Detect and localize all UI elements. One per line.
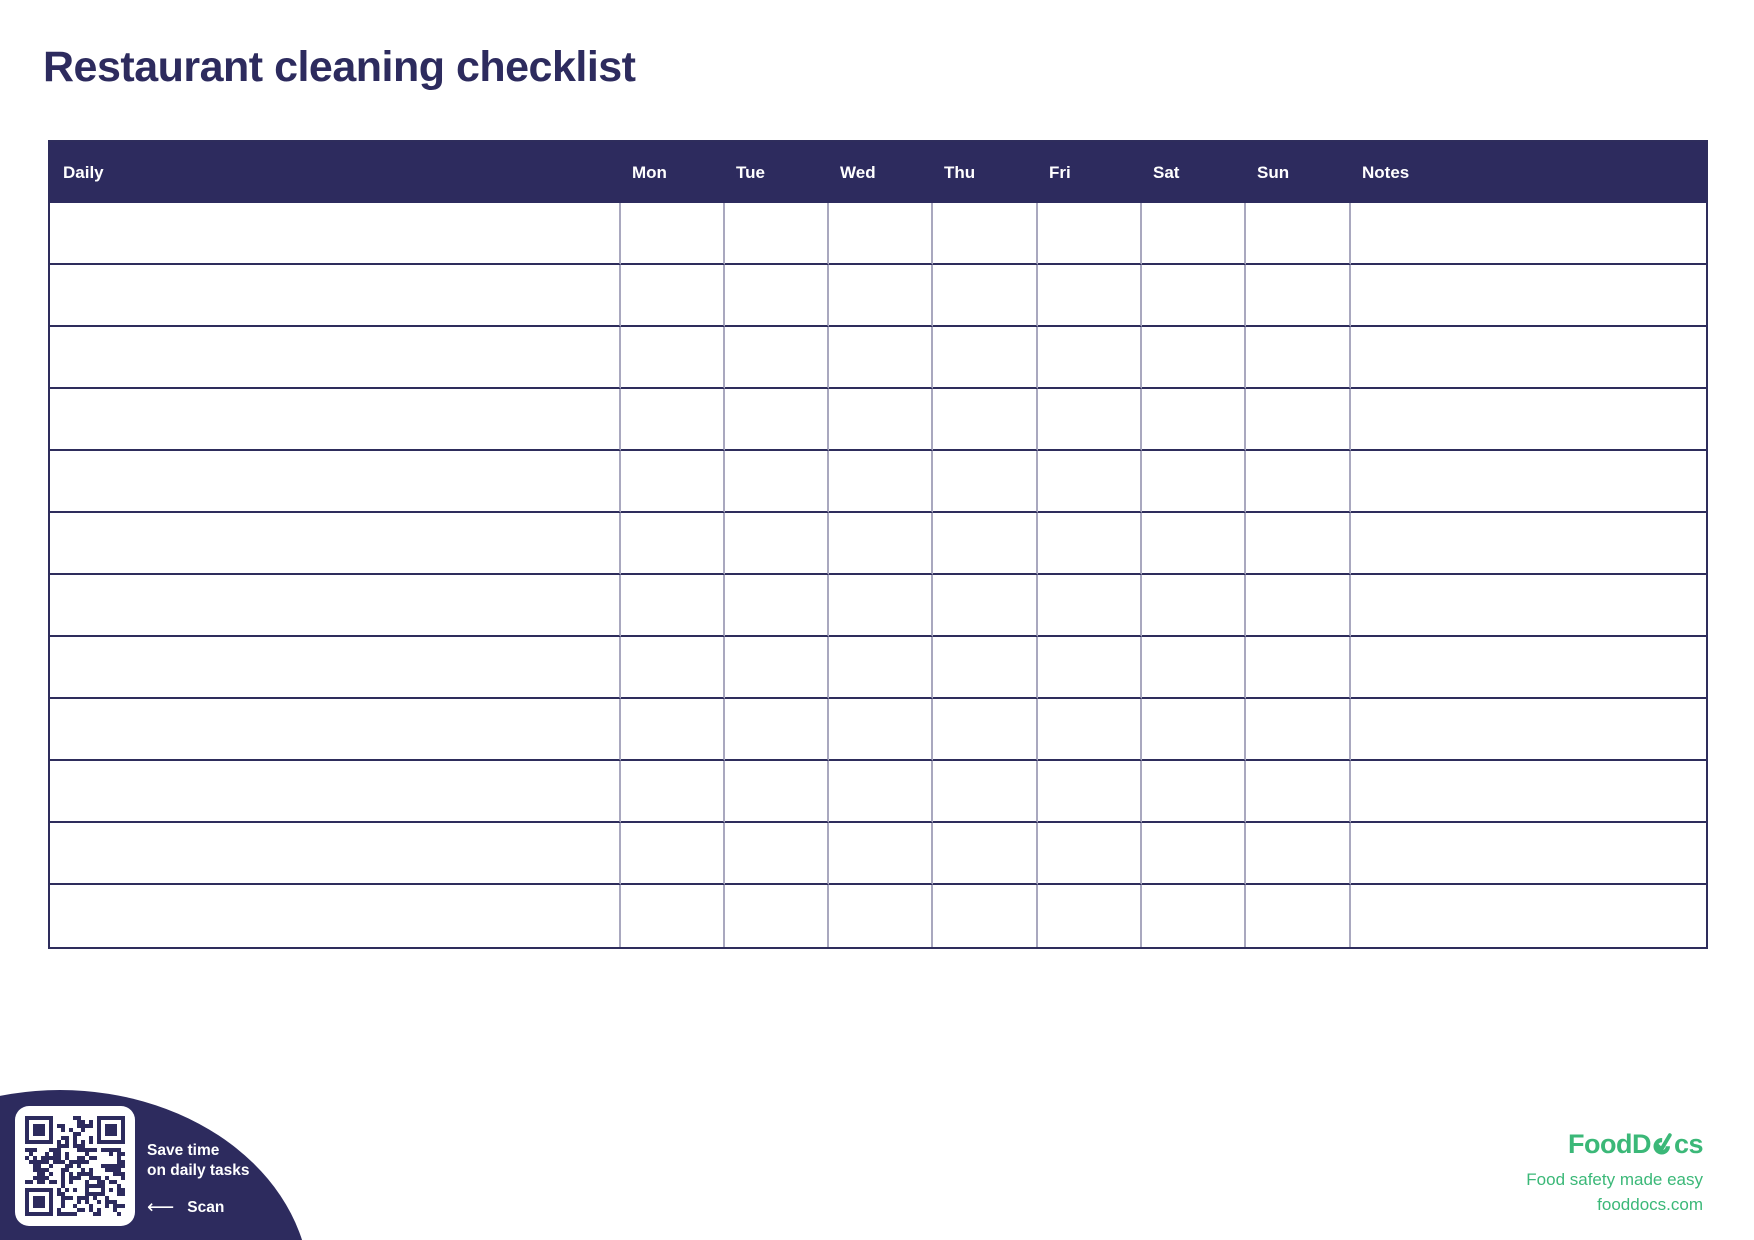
page-title: Restaurant cleaning checklist — [43, 43, 636, 91]
notes-cell[interactable] — [1351, 823, 1706, 885]
check-cell-thu[interactable] — [933, 699, 1038, 761]
brand-tagline: Food safety made easy — [1526, 1170, 1703, 1189]
table-row — [50, 575, 1706, 637]
column-header-fri: Fri — [1038, 142, 1142, 203]
task-cell[interactable] — [50, 513, 621, 575]
task-cell[interactable] — [50, 451, 621, 513]
table-row — [50, 699, 1706, 761]
notes-cell[interactable] — [1351, 451, 1706, 513]
check-cell-sun[interactable] — [1246, 451, 1351, 513]
table-row — [50, 513, 1706, 575]
table-row — [50, 265, 1706, 327]
promo-message — [147, 1141, 250, 1217]
notes-cell[interactable] — [1351, 513, 1706, 575]
check-cell-thu[interactable] — [933, 575, 1038, 637]
column-header-notes: Notes — [1351, 142, 1706, 203]
check-cell-sat[interactable] — [1142, 699, 1246, 761]
column-header-sat: Sat — [1142, 142, 1246, 203]
promo-line-1: Save time — [147, 1142, 220, 1159]
scan-label: Scan — [187, 1199, 225, 1216]
task-cell[interactable] — [50, 203, 621, 265]
scan-row — [147, 1199, 250, 1217]
table-row — [50, 389, 1706, 451]
check-cell-sat[interactable] — [1142, 513, 1246, 575]
check-cell-tue[interactable] — [725, 265, 829, 327]
check-cell-tue[interactable] — [725, 327, 829, 389]
check-cell-thu[interactable] — [933, 451, 1038, 513]
task-cell[interactable] — [50, 885, 621, 947]
check-cell-mon[interactable] — [621, 265, 725, 327]
check-cell-mon[interactable] — [621, 513, 725, 575]
task-cell[interactable] — [50, 761, 621, 823]
check-cell-fri[interactable] — [1038, 451, 1142, 513]
check-cell-tue[interactable] — [725, 203, 829, 265]
table-row — [50, 761, 1706, 823]
notes-cell[interactable] — [1351, 637, 1706, 699]
logo-text-suffix: cs — [1673, 1129, 1703, 1159]
check-cell-mon[interactable] — [621, 885, 725, 947]
table-row — [50, 885, 1706, 947]
check-cell-sun[interactable] — [1246, 885, 1351, 947]
check-cell-sun[interactable] — [1246, 203, 1351, 265]
check-cell-sun[interactable] — [1246, 389, 1351, 451]
check-cell-sat[interactable] — [1142, 761, 1246, 823]
check-cell-tue[interactable] — [725, 389, 829, 451]
task-cell[interactable] — [50, 389, 621, 451]
check-cell-sun[interactable] — [1246, 265, 1351, 327]
check-cell-wed[interactable] — [829, 761, 933, 823]
qr-code-pattern — [25, 1116, 125, 1216]
check-cell-wed[interactable] — [829, 327, 933, 389]
brand-website: fooddocs.com — [1597, 1195, 1703, 1214]
check-cell-sun[interactable] — [1246, 823, 1351, 885]
check-cell-sun[interactable] — [1246, 575, 1351, 637]
check-cell-wed[interactable] — [829, 823, 933, 885]
check-cell-thu[interactable] — [933, 823, 1038, 885]
check-cell-tue[interactable] — [725, 699, 829, 761]
check-cell-thu[interactable] — [933, 389, 1038, 451]
notes-cell[interactable] — [1351, 575, 1706, 637]
check-cell-fri[interactable] — [1038, 513, 1142, 575]
check-cell-sun[interactable] — [1246, 637, 1351, 699]
task-cell[interactable] — [50, 823, 621, 885]
check-cell-sat[interactable] — [1142, 885, 1246, 947]
check-cell-mon[interactable] — [621, 389, 725, 451]
check-cell-sun[interactable] — [1246, 761, 1351, 823]
check-cell-thu[interactable] — [933, 513, 1038, 575]
check-cell-wed[interactable] — [829, 265, 933, 327]
check-cell-wed[interactable] — [829, 637, 933, 699]
check-cell-fri[interactable] — [1038, 637, 1142, 699]
task-cell[interactable] — [50, 575, 621, 637]
column-header-tue: Tue — [725, 142, 829, 203]
check-cell-sun[interactable] — [1246, 699, 1351, 761]
cleaning-checklist-table — [48, 140, 1708, 949]
check-cell-wed[interactable] — [829, 575, 933, 637]
check-cell-sat[interactable] — [1142, 327, 1246, 389]
check-cell-sat[interactable] — [1142, 637, 1246, 699]
task-cell[interactable] — [50, 265, 621, 327]
check-cell-wed[interactable] — [829, 203, 933, 265]
check-cell-tue[interactable] — [725, 575, 829, 637]
notes-cell[interactable] — [1351, 699, 1706, 761]
task-cell[interactable] — [50, 637, 621, 699]
table-row — [50, 637, 1706, 699]
brand-footer — [1526, 1130, 1703, 1215]
task-cell[interactable] — [50, 327, 621, 389]
notes-cell[interactable] — [1351, 327, 1706, 389]
notes-cell[interactable] — [1351, 389, 1706, 451]
check-cell-sat[interactable] — [1142, 389, 1246, 451]
column-header-sun: Sun — [1246, 142, 1351, 203]
check-cell-mon[interactable] — [621, 327, 725, 389]
check-cell-fri[interactable] — [1038, 761, 1142, 823]
check-cell-mon[interactable] — [621, 699, 725, 761]
check-cell-wed[interactable] — [829, 513, 933, 575]
check-cell-sat[interactable] — [1142, 575, 1246, 637]
check-cell-thu[interactable] — [933, 327, 1038, 389]
check-cell-wed[interactable] — [829, 699, 933, 761]
logo-text-prefix: FoodD — [1567, 1129, 1651, 1159]
table-header-row — [50, 142, 1706, 203]
table-row — [50, 451, 1706, 513]
promo-line-2: on daily tasks — [147, 1162, 250, 1179]
column-header-thu: Thu — [933, 142, 1038, 203]
check-cell-mon[interactable] — [621, 823, 725, 885]
check-cell-thu[interactable] — [933, 203, 1038, 265]
check-cell-tue[interactable] — [725, 885, 829, 947]
check-cell-thu[interactable] — [933, 885, 1038, 947]
check-cell-wed[interactable] — [829, 389, 933, 451]
check-cell-wed[interactable] — [829, 885, 933, 947]
check-cell-mon[interactable] — [621, 575, 725, 637]
table-row — [50, 203, 1706, 265]
check-cell-wed[interactable] — [829, 451, 933, 513]
column-header-mon: Mon — [621, 142, 725, 203]
qr-code — [15, 1106, 135, 1226]
check-cell-thu[interactable] — [933, 637, 1038, 699]
task-cell[interactable] — [50, 699, 621, 761]
check-cell-sun[interactable] — [1246, 513, 1351, 575]
check-cell-thu[interactable] — [933, 761, 1038, 823]
column-header-wed: Wed — [829, 142, 933, 203]
check-cell-tue[interactable] — [725, 823, 829, 885]
fooddocs-logo — [1526, 1130, 1703, 1158]
notes-cell[interactable] — [1351, 203, 1706, 265]
notes-cell[interactable] — [1351, 761, 1706, 823]
check-cell-tue[interactable] — [725, 761, 829, 823]
left-arrow-icon: ⟵ — [147, 1197, 175, 1218]
check-cell-fri[interactable] — [1038, 699, 1142, 761]
check-cell-fri[interactable] — [1038, 327, 1142, 389]
check-cell-fri[interactable] — [1038, 203, 1142, 265]
check-cell-fri[interactable] — [1038, 389, 1142, 451]
check-cell-mon[interactable] — [621, 451, 725, 513]
table-row — [50, 823, 1706, 885]
notes-cell[interactable] — [1351, 885, 1706, 947]
check-cell-thu[interactable] — [933, 265, 1038, 327]
check-cell-sat[interactable] — [1142, 451, 1246, 513]
table-row — [50, 327, 1706, 389]
column-header-daily: Daily — [50, 142, 621, 203]
check-cell-fri[interactable] — [1038, 823, 1142, 885]
notes-cell[interactable] — [1351, 265, 1706, 327]
check-cell-fri[interactable] — [1038, 265, 1142, 327]
check-cell-sat[interactable] — [1142, 203, 1246, 265]
check-cell-tue[interactable] — [725, 637, 829, 699]
check-cell-sun[interactable] — [1246, 327, 1351, 389]
check-cell-tue[interactable] — [725, 451, 829, 513]
logo-check-o-icon — [1651, 1130, 1674, 1158]
check-cell-sat[interactable] — [1142, 265, 1246, 327]
check-cell-mon[interactable] — [621, 761, 725, 823]
check-cell-mon[interactable] — [621, 203, 725, 265]
check-cell-fri[interactable] — [1038, 575, 1142, 637]
check-cell-tue[interactable] — [725, 513, 829, 575]
check-cell-sat[interactable] — [1142, 823, 1246, 885]
check-cell-fri[interactable] — [1038, 885, 1142, 947]
check-cell-mon[interactable] — [621, 637, 725, 699]
